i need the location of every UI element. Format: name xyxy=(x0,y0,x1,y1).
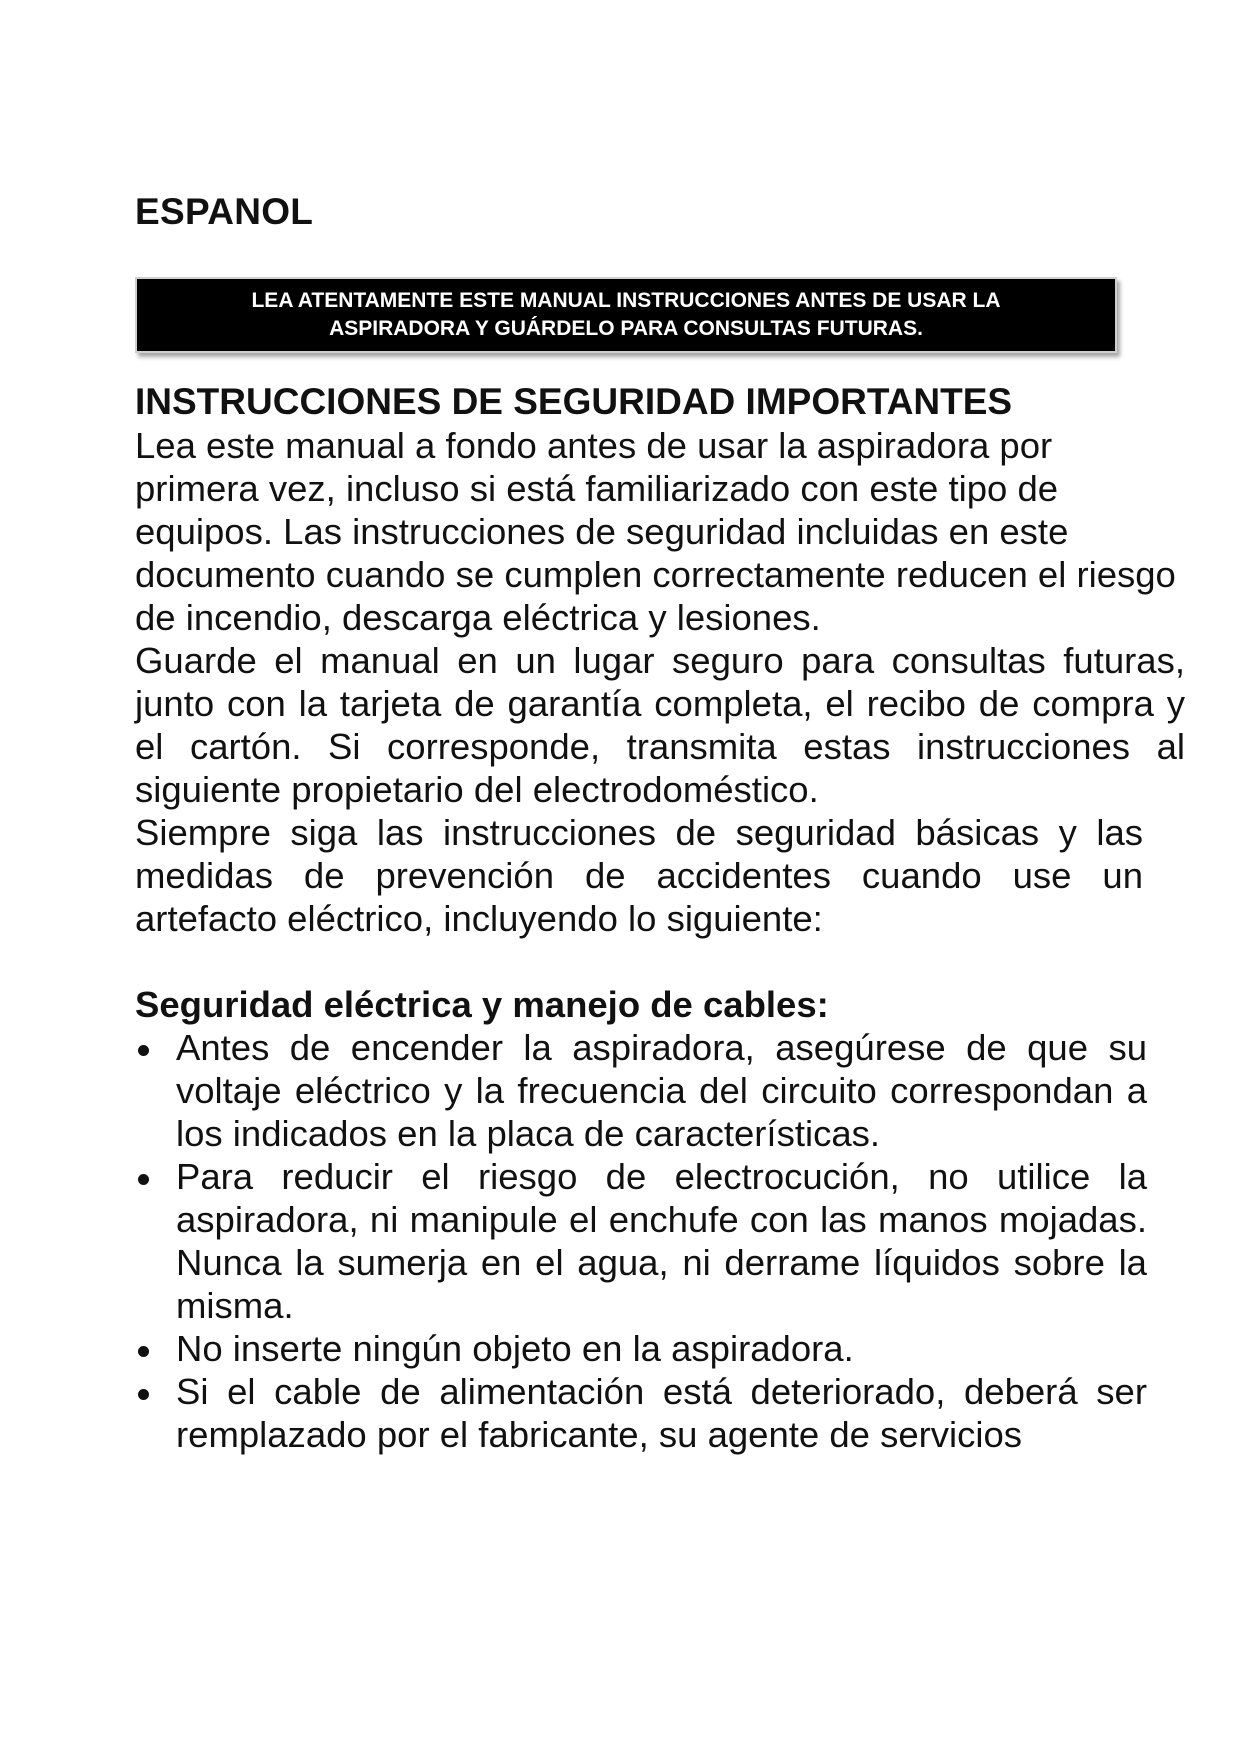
safety-paragraph-3: Siempre siga las instrucciones de seguridad básicas y las medidas de prevención de accidentes cuando use un artefacto eléctrico, incluyendo lo siguiente: xyxy=(135,812,1143,939)
list-item xyxy=(135,1370,1147,1456)
bullet-icon xyxy=(138,1174,149,1185)
list-item-text: Para reducir el riesgo de electrocución, no utilice la aspiradora, ni manipule el enchufe con las manos mojadas. Nunca la sumerja en el agua, ni derrame líquidos sobre la misma. xyxy=(176,1156,1147,1326)
bullet-icon xyxy=(138,1389,149,1400)
safety-paragraph-1: Lea este manual a fondo antes de usar la aspiradora por primera vez, incluso si está familiarizado con este tipo de equipos. Las instrucciones de seguridad incluidas en este documento cuando se cumplen correctamente reducen el riesgo de incendio, descarga eléctrica y lesiones. xyxy=(135,425,1176,638)
list-item-text: Antes de encender la aspiradora, asegúrese de que su voltaje eléctrico y la frecuencia del circuito correspondan a los indicados en la placa de características. xyxy=(176,1027,1147,1154)
bullet-icon xyxy=(138,1045,149,1056)
electrical-heading: Seguridad eléctrica y manejo de cables: xyxy=(135,984,829,1025)
notice-banner xyxy=(135,277,1117,353)
list-item xyxy=(135,1026,1147,1155)
safety-paragraph-2: Guarde el manual en un lugar seguro para consultas futuras, junto con la tarjeta de garantía completa, el recibo de compra y el cartón. Si corresponde, transmita estas instrucciones al siguiente propietario del electrodoméstico. xyxy=(135,640,1185,810)
electrical-list xyxy=(135,1026,1147,1456)
list-item xyxy=(135,1327,1147,1370)
safety-heading: INSTRUCCIONES DE SEGURIDAD IMPORTANTES xyxy=(135,381,1013,422)
list-item-text: No inserte ningún objeto en la aspiradora. xyxy=(176,1328,854,1369)
list-item-text: Si el cable de alimentación está deteriorado, deberá ser remplazado por el fabricante, su agente de servicios xyxy=(176,1371,1147,1455)
notice-text: LEA ATENTAMENTE ESTE MANUAL INSTRUCCIONES ANTES DE USAR LA ASPIRADORA Y GUÁRDELO PARA CONSULTAS FUTURAS. xyxy=(251,289,1001,340)
list-item xyxy=(135,1155,1147,1327)
bullet-icon xyxy=(138,1346,149,1357)
language-title: ESPANOL xyxy=(135,191,314,232)
manual-page xyxy=(135,190,1185,1456)
